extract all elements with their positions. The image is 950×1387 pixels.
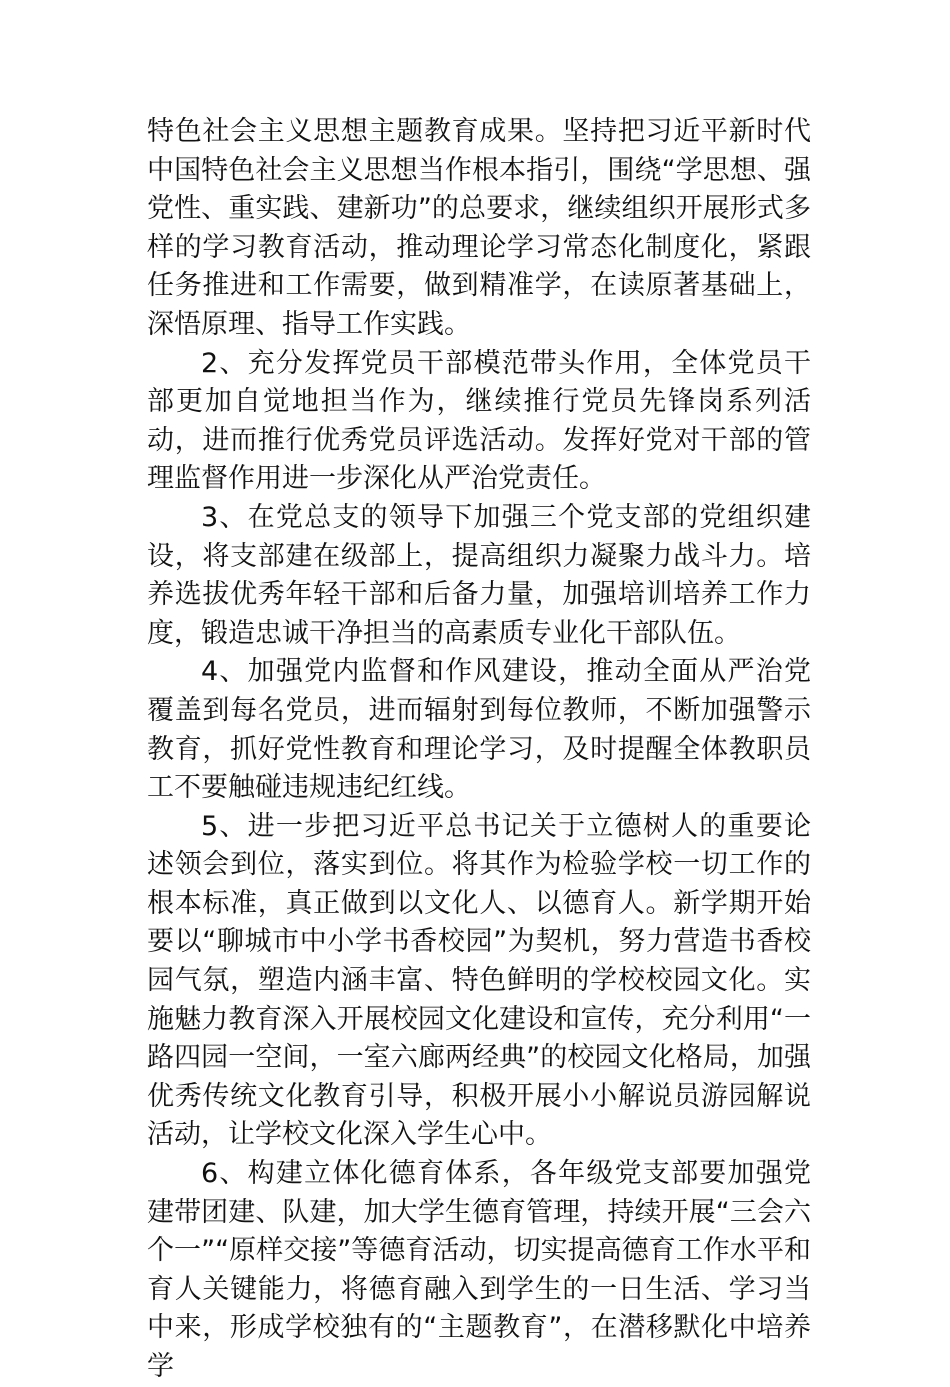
paragraph-item-3: 3、在党总支的领导下加强三个党支部的党组织建设，将支部建在级部上，提高组织力凝聚力战斗力。培养选拔优秀年轻干部和后备力量，加强培训培养工作力度，锻造忠诚干净担当的高素质专业化干部队伍。 [147, 501, 811, 649]
document-body [147, 113, 811, 1387]
paragraph-item-6: 6、构建立体化德育体系，各年级党支部要加强党建带团建、队建，加大学生德育管理，持续开展“三会六个一”“原样交接”等德育活动，切实提高德育工作水平和育人关键能力，将德育融入到学生的一日生活、学习当中来，形成学校独有的“主题教育”，在潜移默化中培养学 [147, 1158, 811, 1382]
paragraph-item-5: 5、进一步把习近平总书记关于立德树人的重要论述领会到位，落实到位。将其作为检验学校一切工作的根本标准，真正做到以文化人、以德育人。新学期开始要以“聊城市中小学书香校园”为契机，努力营造书香校园气氛，塑造内涵丰富、特色鲜明的学校校园文化。实施魅力教育深入开展校园文化建设和宣传，充分利用“一路四园一空间，一室六廊两经典”的校园文化格局，加强优秀传统文化教育引导，积极开展小小解说员游园解说活动，让学校文化深入学生心中。 [147, 810, 811, 1151]
paragraph-continuation: 特色社会主义思想主题教育成果。坚持把习近平新时代中国特色社会主义思想当作根本指引，围绕“学思想、强党性、重实践、建新功”的总要求，继续组织开展形式多样的学习教育活动，推动理论学习常态化制度化，紧跟任务推进和工作需要，做到精准学，在读原著基础上，深悟原理、指导工作实践。 [147, 116, 811, 340]
paragraph-item-4: 4、加强党内监督和作风建设，推动全面从严治党覆盖到每名党员，进而辐射到每位教师，不断加强警示教育，抓好党性教育和理论学习，及时提醒全体教职员工不要触碰违规违纪红线。 [147, 656, 811, 804]
paragraph-item-2: 2、充分发挥党员干部模范带头作用，全体党员干部更加自觉地担当作为，继续推行党员先锋岗系列活动，进而推行优秀党员评选活动。发挥好党对干部的管理监督作用进一步深化从严治党责任。 [147, 347, 811, 495]
